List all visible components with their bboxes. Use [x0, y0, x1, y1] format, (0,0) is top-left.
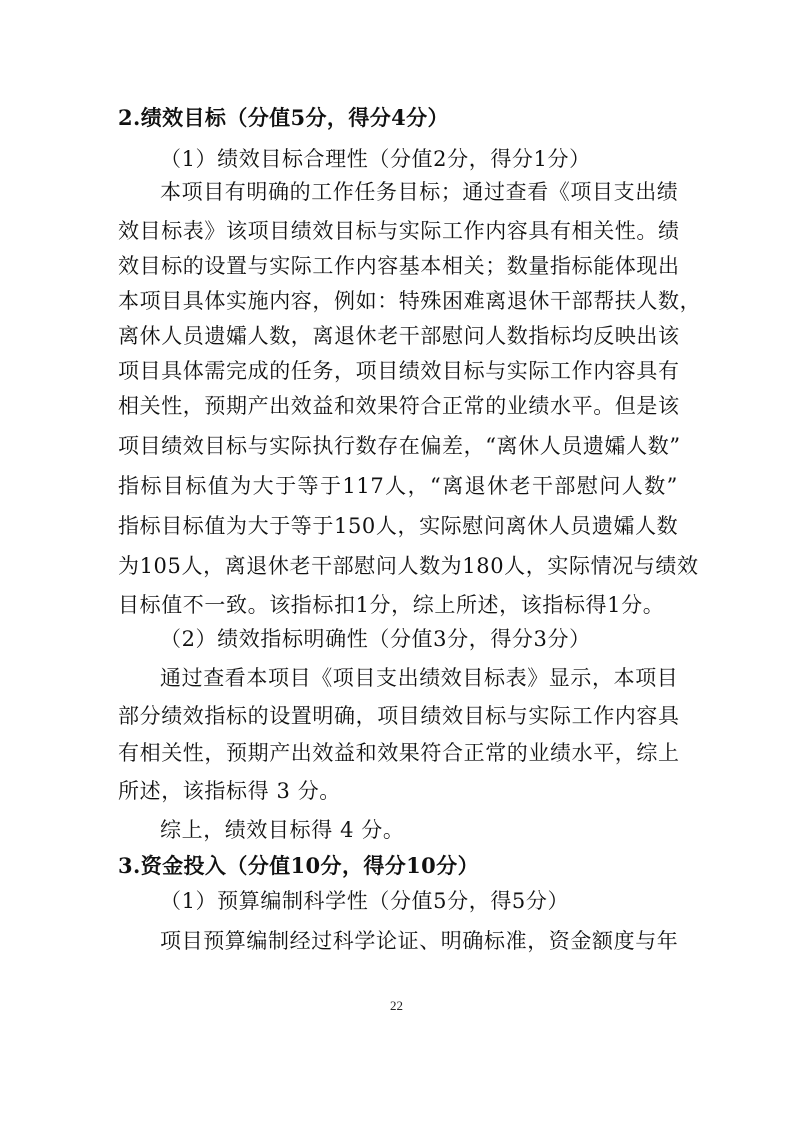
- subsection-heading-indicator-clarity: （2）绩效指标明确性（分值3分，得分3分）: [160, 627, 591, 651]
- paragraph-line: 本项目有明确的工作任务目标；通过查看《项目支出绩: [160, 180, 679, 204]
- paragraph-line: 效目标的设置与实际工作内容基本相关；数量指标能体现出: [118, 254, 680, 278]
- paragraph-line: 项目预算编制经过科学论证、明确标准，资金额度与年: [160, 929, 679, 953]
- subsection-heading-budget-science: （1）预算编制科学性（分值5分，得5分）: [160, 889, 570, 913]
- summary-line: 综上，绩效目标得 4 分。: [160, 818, 405, 842]
- page-number: 22: [390, 998, 403, 1013]
- paragraph-line: 有相关性，预期产出效益和效果符合正常的业绩水平，综上: [118, 741, 680, 765]
- paragraph-line: 本项目具体实施内容，例如：特殊困难离退休干部帮扶人数，: [118, 289, 702, 313]
- paragraph-line: 项目绩效目标与实际执行数存在偏差，“离休人员遗孀人数”: [118, 434, 681, 458]
- section-heading-performance-goals: 2.绩效目标（分值5分，得分4分）: [118, 105, 449, 130]
- subsection-heading-goal-rationality: （1）绩效目标合理性（分值2分，得分1分）: [160, 147, 591, 171]
- paragraph-line: 离休人员遗孀人数，离退休老干部慰问人数指标均反映出该: [118, 324, 680, 348]
- paragraph-line: 指标目标值为大于等于150人，实际慰问离休人员遗孀人数: [118, 514, 679, 538]
- paragraph-line: 项目具体需完成的任务，项目绩效目标与实际工作内容具有: [118, 359, 680, 383]
- section-heading-fund-input: 3.资金投入（分值10分，得分10分）: [118, 853, 479, 878]
- paragraph-line: 相关性，预期产出效益和效果符合正常的业绩水平。但是该: [118, 394, 680, 418]
- paragraph-line: 部分绩效指标的设置明确，项目绩效目标与实际工作内容具: [118, 704, 680, 728]
- paragraph-line: 所述，该指标得 3 分。: [118, 779, 341, 803]
- paragraph-line: 通过查看本项目《项目支出绩效目标表》显示，本项目: [160, 666, 679, 690]
- paragraph-line: 目标值不一致。该指标扣1分，综上所述，该指标得1分。: [118, 593, 665, 617]
- paragraph-line: 指标目标值为大于等于117人，“离退休老干部慰问人数”: [118, 474, 678, 498]
- paragraph-line: 效目标表》该项目绩效目标与实际工作内容具有相关性。绩: [118, 219, 680, 243]
- paragraph-line: 为105人，离退休老干部慰问人数为180人，实际情况与绩效: [118, 554, 699, 578]
